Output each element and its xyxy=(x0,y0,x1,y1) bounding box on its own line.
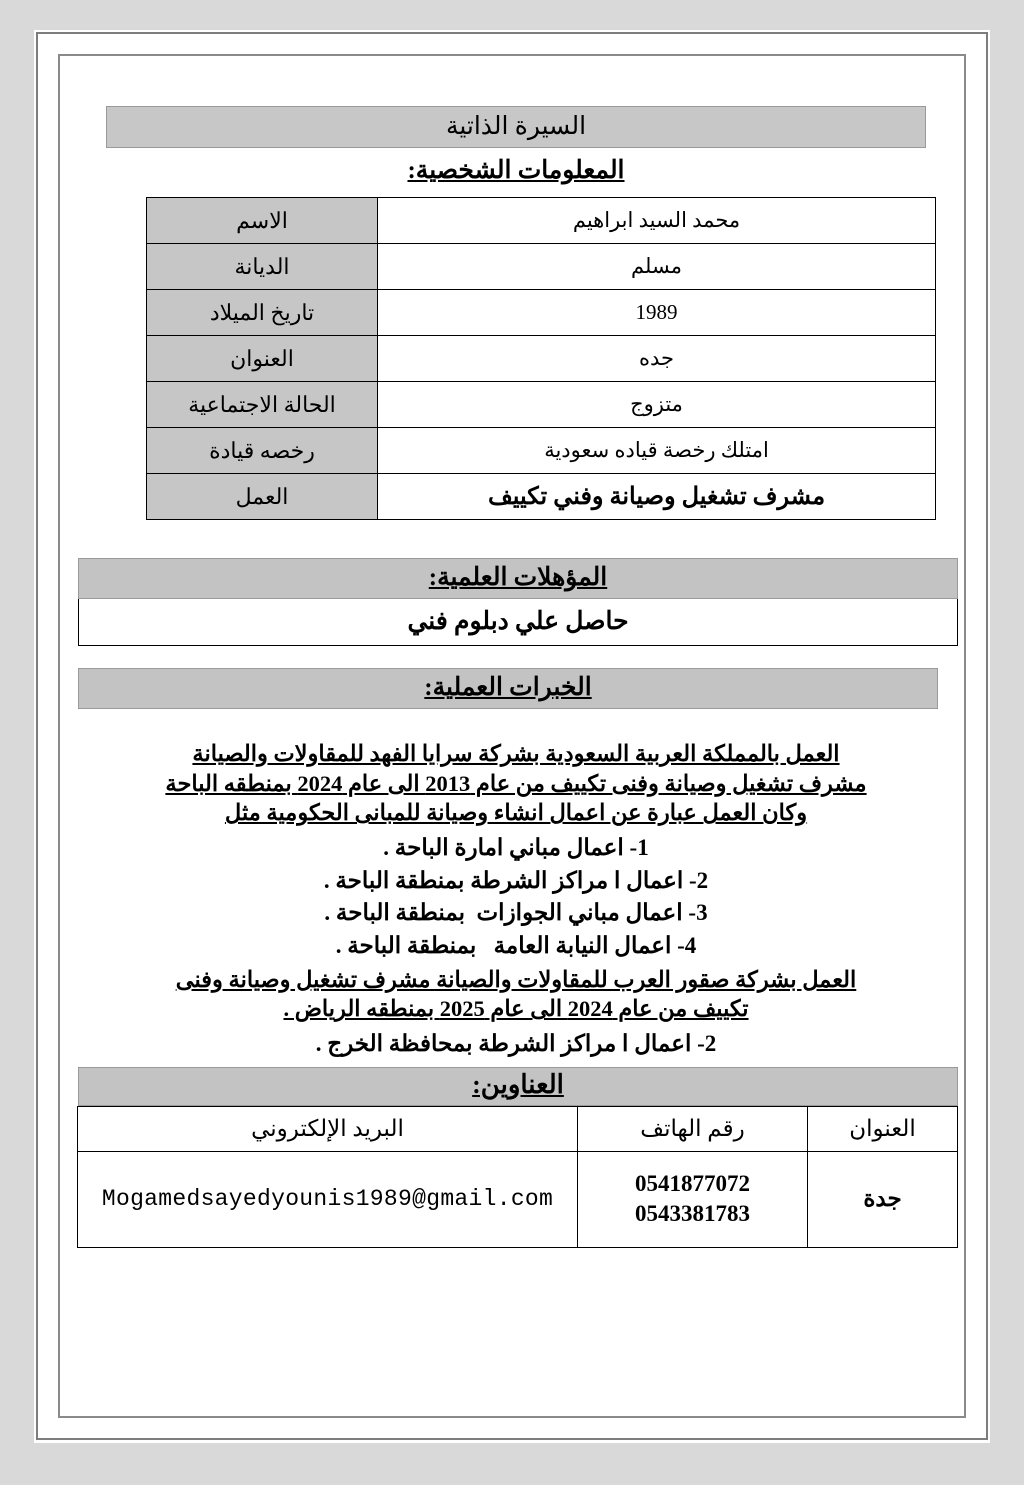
experience-paragraph-1-line-3: وكان العمل عبارة عن اعمال انشاء وصيانة للمبانى الحكومية مثل xyxy=(224,800,808,826)
list-item: 2- اعمال ا مراكز الشرطة بمحافظة الخرج . xyxy=(315,1031,717,1057)
experience-items-2 xyxy=(96,1024,936,1061)
personal-label-name: الاسم xyxy=(147,198,378,244)
experience-paragraph-2 xyxy=(96,963,936,1024)
list-item: 3- اعمال مباني الجوازات بمنطقة الباحة . xyxy=(324,900,708,926)
qualifications-heading-band xyxy=(78,558,958,599)
page-margin-top xyxy=(0,0,1024,30)
personal-label-religion: الديانة xyxy=(147,244,378,290)
list-item: 2- اعمال ا مراكز الشرطة بمنطقة الباحة . xyxy=(323,867,709,893)
experience-heading: الخبرات العملية: xyxy=(424,674,592,701)
experience-items-1 xyxy=(96,828,936,963)
personal-label-job: العمل xyxy=(147,474,378,520)
contacts-heading-band xyxy=(78,1067,958,1106)
document-sheet xyxy=(36,32,988,1440)
table-row xyxy=(147,382,936,428)
document-content xyxy=(96,106,936,1248)
personal-value-address: جده xyxy=(378,336,936,382)
experience-paragraph-1-line-1: العمل بالمملكة العربية السعودية بشركة سرايا الفهد للمقاولات والصيانة xyxy=(192,741,840,766)
experience-paragraph-2-line-1: العمل بشركة صقور العرب للمقاولات والصيانة مشرف تشغيل وصيانة وفنى xyxy=(175,966,857,992)
experience-paragraph-1 xyxy=(96,709,936,828)
table-row xyxy=(147,336,936,382)
qualifications-heading: المؤهلات العلمية: xyxy=(428,564,608,591)
contacts-phone-2: 0543381783 xyxy=(635,1201,750,1227)
contacts-phone-1: 0541877072 xyxy=(635,1170,750,1196)
table-row xyxy=(147,428,936,474)
list-item: 1- اعمال مباني امارة الباحة . xyxy=(383,835,649,861)
experience-paragraph-1-line-2: مشرف تشغيل وصيانة وفنى تكييف من عام 2013 الى عام 2024 بمنطقه الباحة xyxy=(165,770,867,796)
contacts-col-email: البريد الإلكتروني xyxy=(78,1106,578,1151)
personal-label-birthdate: تاريخ الميلاد xyxy=(147,290,378,336)
personal-value-driving-license: امتلك رخصة قياده سعودية xyxy=(378,428,936,474)
experience-heading-band xyxy=(78,668,938,709)
personal-value-job: مشرف تشغيل وصيانة وفني تكييف xyxy=(378,474,936,520)
list-item: 4- اعمال النيابة العامة بمنطقة الباحة . xyxy=(335,933,697,959)
contacts-col-address: العنوان xyxy=(808,1106,958,1151)
qualifications-text: حاصل علي دبلوم فني xyxy=(78,599,958,646)
table-row xyxy=(147,290,936,336)
personal-info-table xyxy=(146,197,936,520)
contacts-email: Mogamedsayedyounis1989@gmail.com xyxy=(78,1151,578,1247)
contacts-city: جدة xyxy=(808,1151,958,1247)
page-margin-left xyxy=(0,0,34,1485)
personal-value-name: محمد السيد ابراهيم xyxy=(378,198,936,244)
personal-value-religion: مسلم xyxy=(378,244,936,290)
experience-paragraph-2-line-2: تكييف من عام 2024 الى عام 2025 بمنطقه الرياض . xyxy=(283,996,749,1022)
page-margin-bottom xyxy=(0,1443,1024,1485)
table-row xyxy=(78,1151,958,1247)
personal-label-driving-license: رخصه قيادة xyxy=(147,428,378,474)
table-row xyxy=(147,198,936,244)
contacts-col-phone: رقم الهاتف xyxy=(578,1106,808,1151)
personal-section-heading: المعلومات الشخصية: xyxy=(407,157,625,184)
table-row xyxy=(147,244,936,290)
page-margin-right xyxy=(990,0,1024,1485)
contacts-table xyxy=(77,1106,958,1248)
table-row xyxy=(147,474,936,520)
personal-value-marital-status: متزوج xyxy=(378,382,936,428)
document-title: السيرة الذاتية xyxy=(106,106,926,148)
table-header-row xyxy=(78,1106,958,1151)
personal-label-address: العنوان xyxy=(147,336,378,382)
personal-label-marital-status: الحالة الاجتماعية xyxy=(147,382,378,428)
contacts-phones xyxy=(578,1151,808,1247)
personal-value-birthdate: 1989 xyxy=(378,290,936,336)
contacts-heading: العناوين: xyxy=(472,1069,564,1099)
